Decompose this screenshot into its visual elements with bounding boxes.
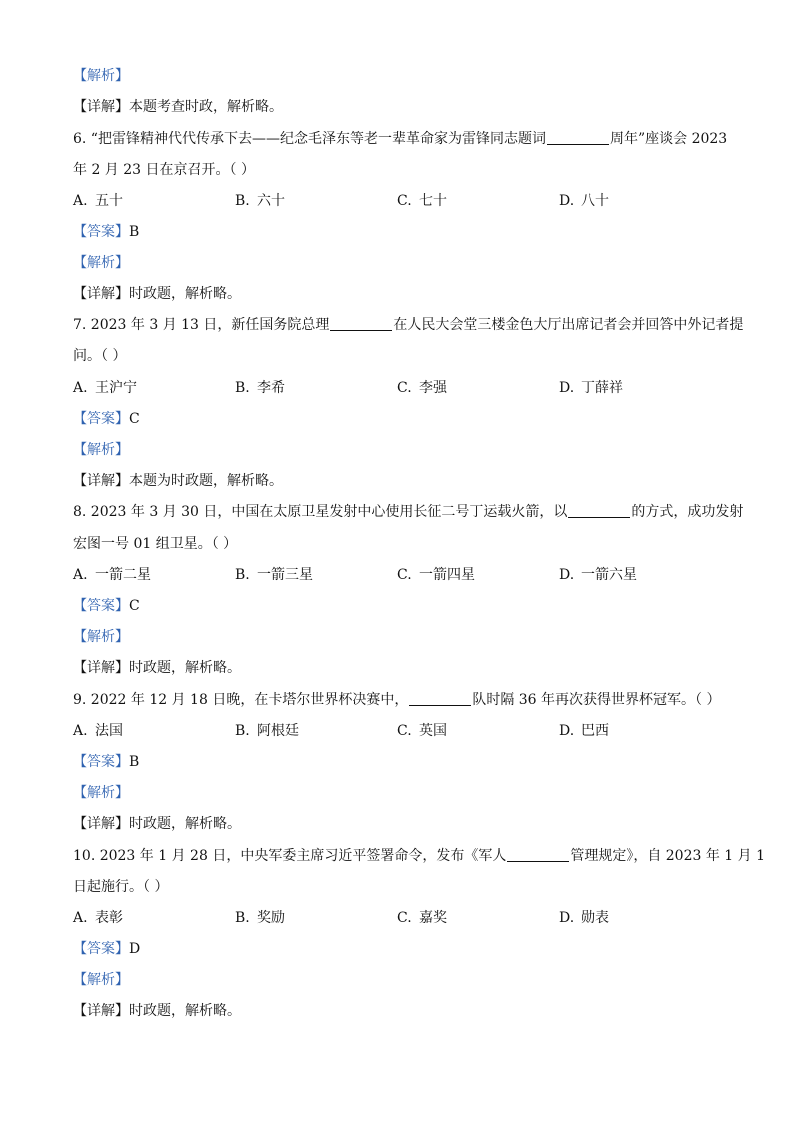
question-6-line-1	[73, 131, 727, 147]
option-b: B. 阿根廷	[235, 723, 299, 739]
answer-blank	[330, 318, 392, 331]
option-a: A. 王沪宁	[73, 380, 137, 396]
answer-line	[73, 411, 140, 427]
answer-blank	[547, 132, 609, 145]
answer-tag: 【答案】	[73, 224, 129, 240]
option-d: D. 一箭六星	[559, 567, 637, 583]
answer-tag: 【答案】	[73, 598, 129, 614]
option-b: B. 李希	[235, 380, 285, 396]
answer-line	[73, 224, 139, 240]
question-text: 的方式，成功发射	[631, 504, 744, 520]
question-text: 6. “把雷锋精神代代传承下去——纪念毛泽东等老一辈革命家为雷锋同志题词	[73, 131, 546, 147]
answer-value: D	[129, 941, 141, 957]
option-c: C. 七十	[397, 193, 447, 209]
analysis-tag: 【解析】	[73, 972, 129, 988]
option-b: B. 一箭三星	[235, 567, 313, 583]
question-10-line-2: 日起施行。（ ）	[73, 879, 169, 895]
analysis-tag: 【解析】	[73, 68, 129, 84]
question-9-line-1	[73, 692, 721, 708]
answer-blank	[507, 849, 569, 862]
detail-line: 【详解】时政题，解析略。	[73, 816, 241, 832]
answer-blank	[568, 505, 630, 518]
analysis-tag: 【解析】	[73, 629, 129, 645]
option-c: C. 嘉奖	[397, 910, 447, 926]
question-text: 8. 2023 年 3 月 30 日，中国在太原卫星发射中心使用长征二号丁运载火箭，以	[73, 504, 568, 520]
answer-line	[73, 941, 140, 957]
option-a: A. 五十	[73, 193, 123, 209]
answer-tag: 【答案】	[73, 754, 129, 770]
detail-line: 【详解】时政题，解析略。	[73, 286, 241, 302]
question-8-line-1	[73, 504, 743, 520]
answer-value: C	[129, 598, 140, 614]
option-b: B. 奖励	[235, 910, 285, 926]
question-7-line-1	[73, 317, 743, 333]
analysis-tag: 【解析】	[73, 255, 129, 271]
option-c: C. 英国	[397, 723, 447, 739]
answer-value: B	[129, 754, 140, 770]
question-text: 管理规定》，自 2023 年 1 月 1	[570, 848, 766, 864]
option-a: A. 一箭二星	[73, 567, 151, 583]
detail-line: 【详解】本题考查时政，解析略。	[73, 99, 283, 115]
analysis-tag: 【解析】	[73, 785, 129, 801]
answer-line	[73, 754, 139, 770]
detail-line: 【详解】本题为时政题，解析略。	[73, 473, 283, 489]
answer-tag: 【答案】	[73, 941, 129, 957]
question-8-line-2: 宏图一号 01 组卫星。（ ）	[73, 536, 238, 552]
answer-line	[73, 598, 140, 614]
option-a: A. 表彰	[73, 910, 123, 926]
detail-line: 【详解】时政题，解析略。	[73, 660, 241, 676]
answer-tag: 【答案】	[73, 411, 129, 427]
detail-line: 【详解】时政题，解析略。	[73, 1003, 241, 1019]
question-text: 10. 2023 年 1 月 28 日，中央军委主席习近平签署命令，发布《军人	[73, 848, 507, 864]
question-6-line-2: 年 2 月 23 日在京召开。（ ）	[73, 162, 255, 178]
question-text: 9. 2022 年 12 月 18 日晚，在卡塔尔世界杯决赛中，	[73, 692, 409, 708]
option-c: C. 李强	[397, 380, 447, 396]
answer-value: B	[129, 224, 140, 240]
analysis-tag: 【解析】	[73, 442, 129, 458]
question-text: 周年”座谈会 2023	[609, 131, 728, 147]
question-text: 队时隔 36 年再次获得世界杯冠军。（ ）	[472, 692, 721, 708]
question-7-line-2: 问。（ ）	[73, 348, 127, 364]
question-text: 7. 2023 年 3 月 13 日，新任国务院总理	[73, 317, 330, 333]
question-text: 在人民大会堂三楼金色大厅出席记者会并回答中外记者提	[393, 317, 744, 333]
option-d: D. 勋表	[559, 910, 609, 926]
answer-value: C	[129, 411, 140, 427]
question-10-line-1	[73, 848, 765, 864]
option-c: C. 一箭四星	[397, 567, 475, 583]
option-a: A. 法国	[73, 723, 123, 739]
option-d: D. 八十	[559, 193, 609, 209]
option-b: B. 六十	[235, 193, 285, 209]
option-d: D. 丁薛祥	[559, 380, 623, 396]
answer-blank	[409, 693, 471, 706]
option-d: D. 巴西	[559, 723, 609, 739]
